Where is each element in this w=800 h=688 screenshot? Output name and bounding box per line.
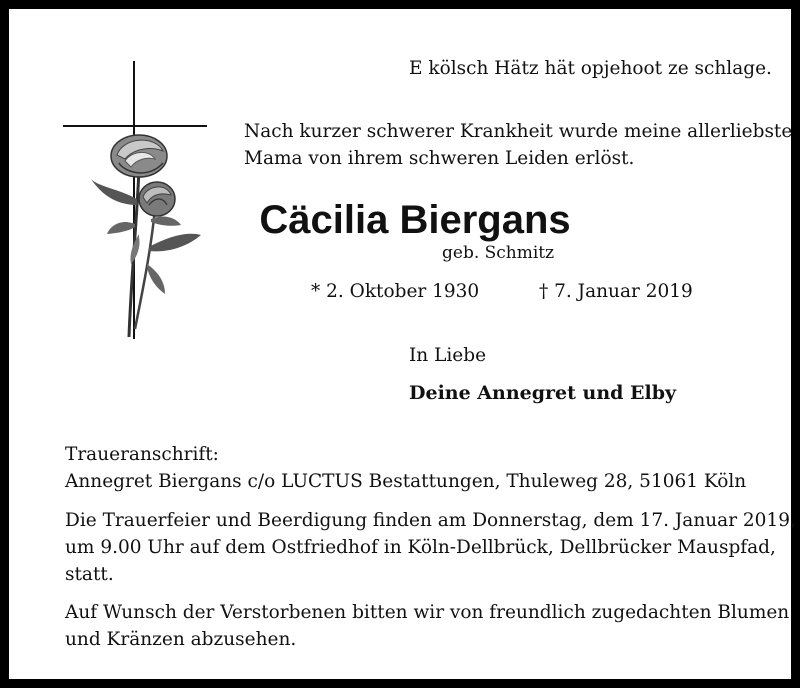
intro-line: Nach kurzer schwerer Krankheit wurde meine allerliebste [244,121,793,142]
wish-info [65,599,789,653]
intro-text [244,118,792,172]
funeral-line: statt. [65,564,114,585]
motto: E kölsch Hätz hät opjehoot ze schlage. [409,58,772,79]
mourning-address: Annegret Biergans c/o LUCTUS Bestattungen, Thuleweg 28, 51061 Köln [65,471,747,492]
wish-line: Auf Wunsch der Verstorbenen bitten wir von freundlich zugedachten Blumen [65,602,790,623]
intro-line: Mama von ihrem schweren Leiden erlöst. [244,148,635,169]
funeral-line: um 9.00 Uhr auf dem Ostfriedhof in Köln-Dellbrück, Dellbrücker Mauspfad, [65,537,776,558]
birth-date: * 2. Oktober 1930 [311,281,480,302]
funeral-info [65,507,796,588]
family-signature: Deine Annegret und Elby [409,382,677,404]
born-name: geb. Schmitz [442,243,555,263]
address-label: Traueranschrift: [65,444,219,465]
funeral-line: Die Trauerfeier und Beerdigung finden am Donnerstag, dem 17. Januar 2019, [65,510,796,531]
wish-line: und Kränzen abzusehen. [65,629,297,650]
in-love-text: In Liebe [409,345,487,366]
death-date: † 7. Januar 2019 [539,281,693,302]
deceased-name: Cäcilia Biergans [259,198,571,242]
